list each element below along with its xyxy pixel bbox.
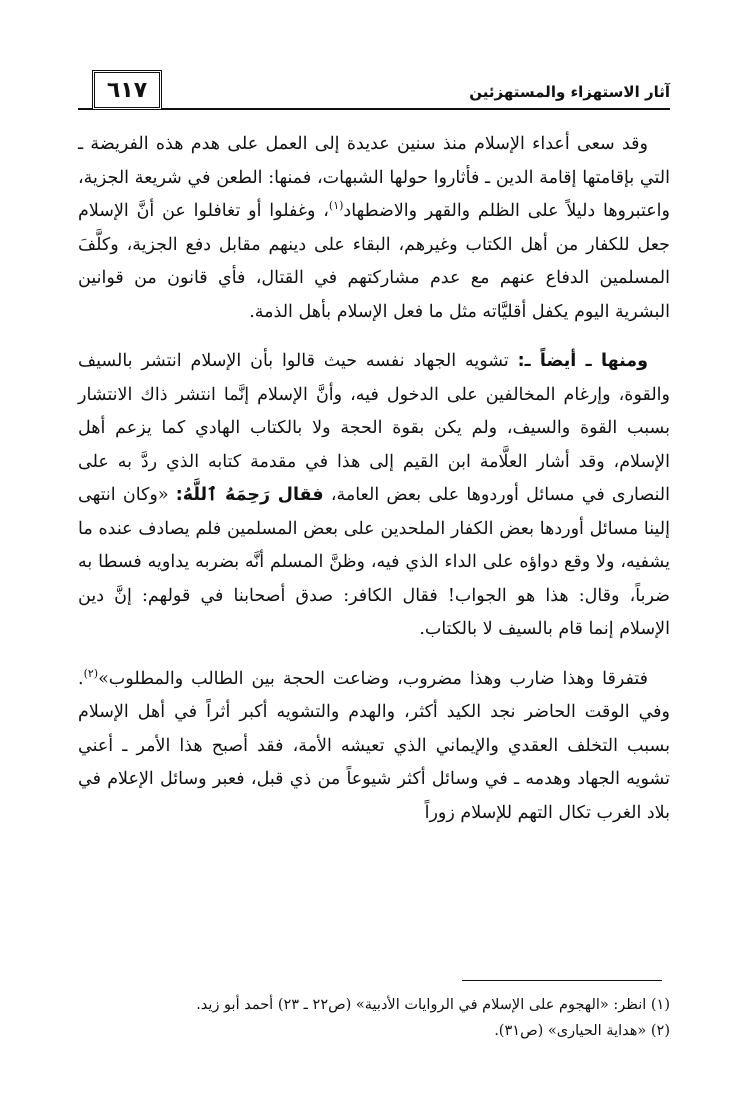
footnote-ref-2: (٢) (83, 666, 99, 680)
paragraph-2 (78, 345, 670, 647)
paragraph-1-text: وقد سعى أعداء الإسلام منذ سنين عديدة إلى العمل على هدم هذه الفريضة ـ التي بإقامتها إقامة الدين ـ فأثاروا حولها الشبهات، فمنها: الطعن في شريعة الجزية، واعتبروها دليلاً على الظلم والقهر والاضطهاد (78, 134, 670, 221)
footnotes (78, 992, 670, 1044)
page-header (78, 70, 670, 110)
paragraph-3-continuation: . وفي الوقت الحاضر نجد الكيد أكثر، والهدم والتشويه أكبر أثراً في أهل الإسلام بسبب التخلف العقدي والإيماني الذي تعيشه الأمة، فقد أصبح هذا الأمر ـ أعني تشويه الجهاد وهدمه ـ في وسائل أكثر شيوعاً من ذي قبل، فعبر وسائل الإعلام في بلاد الغرب تكال التهم للإسلام زوراً (78, 668, 670, 823)
footnote-separator (462, 980, 662, 981)
paragraph-2-fakala: فقال رَحِمَهُ ٱللَّهُ: (175, 485, 324, 505)
page-number: ٦١٧ (92, 70, 162, 110)
paragraph-1 (78, 128, 670, 329)
header-rule (78, 108, 670, 110)
running-title: آثار الاستهزاء والمستهزئين (469, 83, 670, 101)
paragraph-1-continuation: ، وغفلوا أو تغافلوا عن أنَّ الإسلام جعل للكفار من أهل الكتاب وغيرهم، البقاء على دينهم مقابل دفع الجزية، وكلَّفَ المسلمين الدفاع عنهم مع عدم مشاركتهم في القتال، فأي قانون من قوانين البشرية اليوم يكفل أقليَّاته مثل ما فعل الإسلام بأهل الذمة. (78, 201, 670, 322)
main-text (78, 128, 670, 830)
footnote-ref-1: (١) (328, 199, 344, 213)
paragraph-2-quote: «وكان انتهى إلينا مسائل أوردها بعض الكفار الملحدين على بعض المسلمين فلم يصادف عنده ما يشفيه، ولا وقع دواؤه على الداء الذي فيه، وظنَّ المسلم أنَّه بضربه يداويه فسطا به ضرباً، وقال: هذا هو الجواب! فقال الكافر: صدق أصحابنا في قولهم: إنَّ دين الإسلام إنما قام بالسيف لا بالكتاب. (78, 485, 670, 639)
paragraph-2-lead: ومنها ـ أيضاً ـ: (517, 351, 648, 371)
footnote-1: (١) انظر: «الهجوم على الإسلام في الروايات الأدبية» (ص٢٢ ـ ٢٣) أحمد أبو زيد. (196, 997, 670, 1013)
footnote-2: (٢) «هداية الحيارى» (ص٣١). (494, 1023, 670, 1039)
paragraph-3-text: فتفرقا وهذا ضارب وهذا مضروب، وضاعت الحجة بين الطالب والمطلوب» (98, 668, 648, 689)
paragraph-2-text: تشويه الجهاد نفسه حيث قالوا بأن الإسلام انتشر بالسيف والقوة، وإرغام المخالفين على الدخول فيه، وأنَّ الإسلام إنَّما انتشر ذاك الانتشار بسبب القوة والسيف، ولم يكن بقوة الحجة ولا بالكتاب الهادي كما يزعم أهل الإسلام، وقد أشار العلَّامة ابن القيم إلى هذا في مقدمة كتابه الذي ردَّ به على النصارى في مسائل أوردوها على بعض العامة، (78, 351, 671, 505)
paragraph-3 (78, 663, 670, 831)
